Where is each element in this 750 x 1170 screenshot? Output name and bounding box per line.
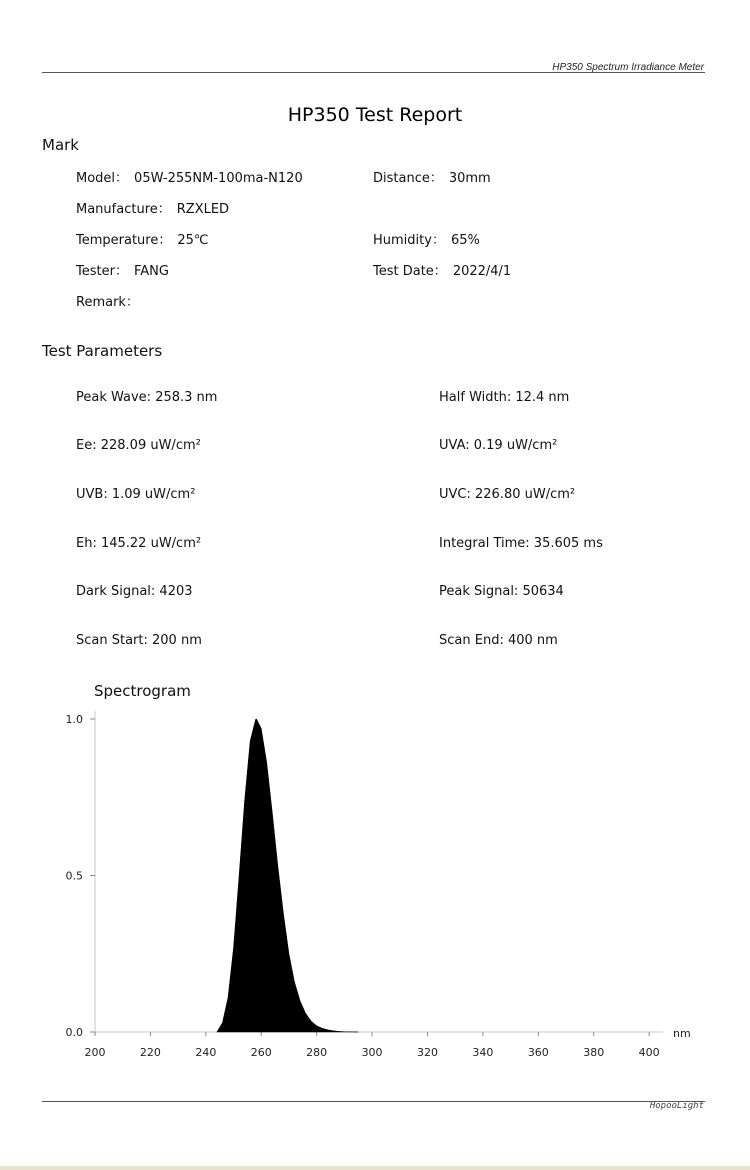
temperature-label: Temperature：: [76, 233, 172, 248]
dark-signal-param: Dark Signal: 4203: [76, 584, 193, 599]
x-tick-label: 240: [195, 1046, 217, 1059]
remark-label: Remark：: [76, 295, 139, 310]
test-date-label: Test Date：: [373, 264, 447, 279]
y-tick-label: 0.0: [65, 1026, 83, 1039]
footer-rule: [42, 1101, 705, 1102]
tester-label: Tester：: [76, 264, 128, 279]
x-tick-label: 260: [250, 1046, 272, 1059]
scan-start-param: Scan Start: 200 nm: [76, 633, 202, 648]
distance-label: Distance：: [373, 171, 443, 186]
manufacture-value: RZXLED: [176, 202, 230, 217]
integral-time-param: Integral Time: 35.605 ms: [439, 536, 603, 551]
test-date-value: 2022/4/1: [452, 264, 512, 279]
header-note: HP350 Spectrum Irradiance Meter: [552, 62, 704, 73]
x-tick-label: 320: [416, 1046, 438, 1059]
scan-end-param: Scan End: 400 nm: [439, 633, 558, 648]
half-width-param: Half Width: 12.4 nm: [439, 390, 570, 405]
spectrogram-heading: Spectrogram: [94, 682, 191, 700]
model-value: 05W-255NM-100ma-N120: [134, 171, 303, 186]
ee-param: Ee: 228.09 uW/cm²: [76, 438, 201, 453]
x-tick-label: 340: [472, 1046, 494, 1059]
x-axis-label: nm: [673, 1027, 691, 1040]
test-parameters-heading: Test Parameters: [42, 342, 163, 360]
humidity-value: 65%: [450, 233, 480, 248]
y-tick-label: 0.5: [65, 869, 83, 883]
peak-wave-param: Peak Wave: 258.3 nm: [76, 390, 218, 405]
uvb-param: UVB: 1.09 uW/cm²: [76, 487, 196, 502]
bottom-strip: [0, 1166, 750, 1170]
x-tick-label: 280: [306, 1046, 328, 1059]
x-tick-label: 360: [527, 1046, 549, 1059]
manufacture-label: Manufacture：: [76, 202, 171, 217]
x-tick-label: 300: [361, 1046, 383, 1059]
y-tick-label: 1.0: [65, 713, 83, 726]
model-label: Model：: [76, 171, 129, 186]
spectrum-area: [217, 719, 358, 1032]
distance-value: 30mm: [448, 171, 491, 186]
x-tick-label: 200: [84, 1046, 106, 1059]
x-tick-label: 220: [139, 1046, 161, 1059]
tester-value: FANG: [133, 264, 169, 279]
uvc-param: UVC: 226.80 uW/cm²: [439, 487, 576, 502]
x-tick-label: 400: [638, 1046, 660, 1059]
uva-param: UVA: 0.19 uW/cm²: [439, 438, 558, 453]
x-tick-label: 380: [583, 1046, 605, 1059]
peak-signal-param: Peak Signal: 50634: [439, 584, 564, 599]
report-title: HP350 Test Report: [287, 104, 463, 126]
temperature-value: 25℃: [177, 233, 209, 248]
eh-param: Eh: 145.22 uW/cm²: [76, 536, 202, 551]
footer-note: HopooLight: [649, 1101, 704, 1111]
humidity-label: Humidity：: [373, 233, 445, 248]
mark-heading: Mark: [42, 136, 79, 154]
